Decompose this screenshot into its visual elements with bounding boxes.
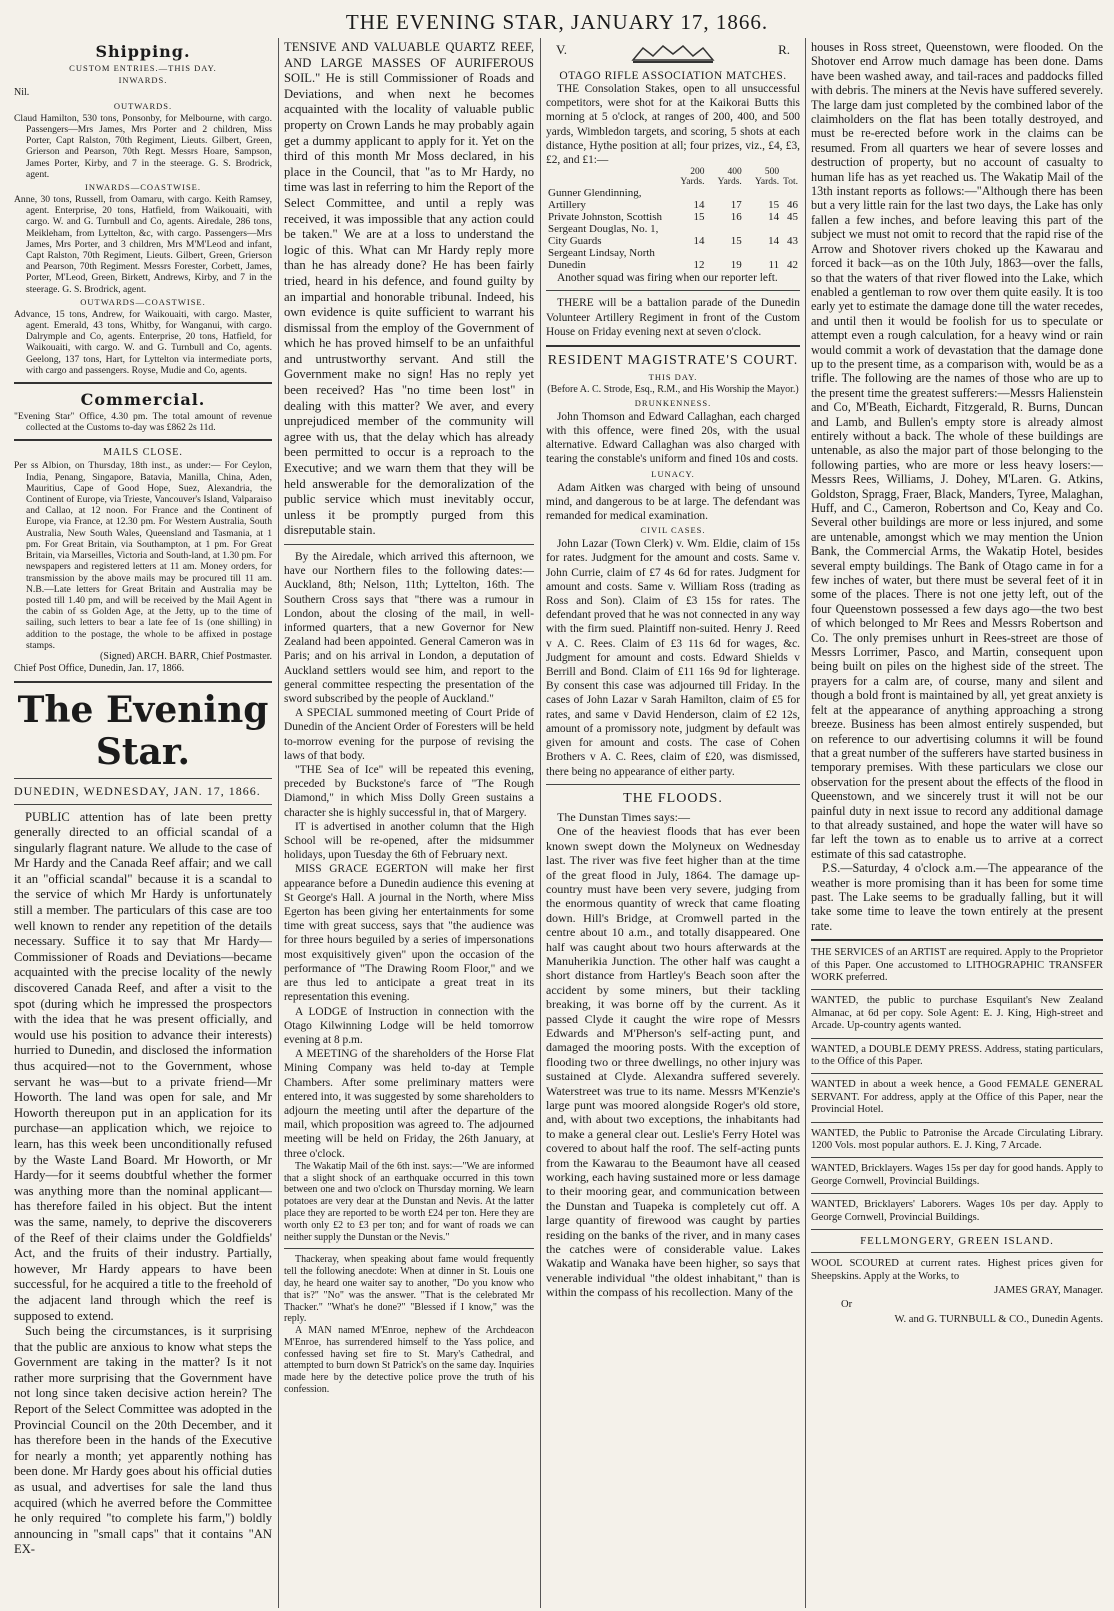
vr-left: V. [556, 42, 567, 57]
floods-text: One of the heaviest floods that has ever been known swept down the Molyneux on Wednesday last. The river was five feet higher than at the time of the great flood in July, 1864. The damage up-country must have been very severe, judging from the enormous quantity of wreck that came floating down. Hill's Bridge, at Cromwell parted in the centre about 10 a.m., and totally disappeared. One half was caught about two hours afterwards at the Manuherikia Junction. The other half was caught a short distance from Hartley's Beach soon after the accident by some miners, but their tackling breaking, it was borne off by the current. As it passed Clyde it caught the wire rope of Messrs Edwards and M'Pherson's self-acting punt, and damaged the mooring posts. With the exception of flooding two or three dwellings, no other injury was sustained at Clyde. Alexandra suffered severely. Waterstreet was true to its name. Messrs M'Kenzie's large punt was moored alongside Roger's old store, and, with about two exceptions, the inhabitants had to make a general clear out. Leslie's Ferry Hotel was covered to about half the roof. The self-acting punts from the Kawarau to the Beaumont have all ceased working, each having sustained more or less damage to their mooring gear, and communication between the Dunstan and Tuapeka is completely cut off. A large quantity of firewood was caught by parties residing on the banks of the river, and in many cases the catches were of considerable value. Lakes Wakatip and Wanaka have been higher, so says that venerable individual "the oldest inhabitant," than is within the compass of his recollection. Many of the [546, 824, 800, 1300]
table-cell: Private Johnston, Scottish [548, 211, 662, 224]
ad-servant: WANTED in about a week hence, a Good FEMALE GENERAL SERVANT. For address, apply at the Office of this Paper, near the Provincial Hotel. [811, 1079, 1103, 1116]
ad-wool-manager: JAMES GRAY, Manager. [994, 1284, 1103, 1296]
column-rule [278, 38, 279, 1608]
divider [14, 439, 272, 441]
table-cell: 45 [787, 211, 798, 224]
floods-continued: houses in Ross street, Queenstown, were flooded. On the Shotover end Arrow much damage has been done. Dams have been washed away, and tail-races and paddocks filled with debris. The miners at the Nevis have suffered severely. The large dam just completed by the combined labor of the claimholders on the flat has been totally destroyed, and must be re-erected before work in the claims can be resumed. From all quarters we hear of severe losses and destruction of property, but no account of casualty to human life has as yet reached us. The Wakatip Mail of the 13th instant reports as follows:—"Although there has been but a very little rain for the last two days, the Lake has only fallen a few inches, and before leaving this part of the subject we must not omit to record that the rapid rise of the Arrow and Shotover rivers choked up the Kawarau and forced it back—as on the 10th July, 1863—over the falls, so that the waters of that river flowed into the Lake, which enabled a gentleman to row over them quite easily. It is too early yet to estimate the damage done till the water recedes, and until then it would be foolish for us to speculate or attempt even a rough calculation, for a heavy wind or rain would commit a work of devastation that the damage done up to the present time, as a comparison with, would be as a trifle. The following are the names of those who are up to the present time the greatest sufferers:—Messrs Halienstein and Co, M'Beath, Eichardt, Fitzgerald, R. Burns, Duncan and Lamb, and Bullen's empty store is already almost entirely without a back. The whole of these buildings are untenable, as also the major part of those belonging to the following parties, who are more or less heavy losers:—Messrs Rees, Williams, J. Dohey, M'Laren. G. Atkins, Goldston, Spragg, Fraer, Black, Manders, Tyree, Malaghan, Huff, and C., Cameron, Robertson and Co, Keay and Co. Several other buildings are more or less injured, and some are untenable, amongst which we may mention the Union Bank, the Commercial Arms, the Wakatip Hotel, besides several empty buildings. The Bank of Otago came in for a few inches of water, but there must be several feet of it in some of the places. There is not one jetty left, out of the four Queenstown possessed a few days ago—the two best of which belonged to Mr Rees and Messrs Robertson and Co. The only premises unhurt in Rees-street are those of Messrs Lorrimer, Pasco, and Martin, consequent upon being built on piles on the highest side of the street. The prayers for a calm are, of course, many and silent and though a bold front is maintained by all, yet great anxiety is felt at the appearance of anything approaching a strong breeze. Business has been almost entirely suspended, but on reference to our advertising columns it will be found that a great number of the sufferers have started business in temporary premises. With these particulars we close our observation for the present about the effects of the flood in Queenstown, and we sincerely trust it will not be our painful duty in next issue to record any additional damage to that already sustained, and hope the water will have so far left the town as to enable us to arrive at a correct estimate of this sad catastrophe. [811, 40, 1103, 861]
battalion-notice: THERE will be a battalion parade of the Dunedin Volunteer Artillery Regiment in front of the Custom House on Friday evening next at seven o'clock. [546, 297, 800, 338]
mails-office: Chief Post Office, Dunedin, Jan. 17, 1866. [14, 662, 185, 674]
floods-intro: The Dunstan Times says:— [557, 809, 691, 824]
editorial-continued: TENSIVE AND VALUABLE QUARTZ REEF, AND LARGE MASSES OF AURIFEROUS SOIL." He is still Commissioner of Roads and Deviations, and when next he becomes acquainted with the locality of valuable public property on Crown Lands he may probably again get a dummy applicant to apply for it. Yet on the third of this month Mr Moss declared, in his place in the Council, that "as to Mr Hardy, no time was last in referring to him the Report of the Select Committee, and until a reply was received, it was impossible that any action could be taken." We are at a loss to understand the logic of this. What can Mr Hardy reply more than he has already done? He has been fairly tried, heard in his defence, and found guilty by an impartial and honorable tribunal. Indeed, his own evidence is quite sufficient to warrant his dismissal from the employ of the Government of which he has proved himself to be an unfaithful and untrustworthy servant. And still the Government make no sign! Has no reply yet been received? Has "no time been lost" in dealing with this matter? We aver, and every unprejudiced member of the community will agree with us, that the delay which has already been permitted to occur is a reproach to the Executive; and we warn them that they will be held answerable for the demoralization of the public service which must inevitably occur, unless it be promptly purged from this disreputable stain. [284, 40, 534, 538]
outwards-coast-heading: OUTWARDS—COASTWISE. [80, 296, 206, 307]
crown-emblem-icon [628, 42, 718, 68]
drunkenness-text: John Thomson and Edward Callaghan, each charged with this offence, were fined 20s, with the usual alternative. Edward Callaghan was also charged with tearing the constable's uniform and fined 10s and costs. [546, 410, 800, 466]
masthead: THE EVENING STAR, JANUARY 17, 1866. [345, 10, 769, 34]
vr-right: R. [778, 42, 790, 57]
table-row [546, 223, 800, 247]
table-cell: 15 [730, 235, 742, 248]
table-cell: 15 [693, 211, 705, 224]
divider [811, 1193, 1103, 1194]
divider [811, 1073, 1103, 1074]
news-sea-of-ice: "THE Sea of Ice" will be repeated this evening, preceded by Buckstone's farce of "The Rough Diamond," in which Miss Dolly Green sustains a character she is highly successful in, that of Margery. [284, 764, 534, 819]
shipping-heading: Shipping. [95, 42, 191, 61]
rifle-scores-table [546, 167, 800, 271]
lunacy-heading: LUNACY. [651, 468, 695, 479]
divider [546, 345, 800, 347]
divider [14, 804, 272, 805]
divider [811, 989, 1103, 990]
column-rule [540, 38, 541, 1608]
divider [546, 290, 800, 291]
divider [811, 1122, 1103, 1123]
divider [284, 1248, 534, 1249]
editorial-para-2: Such being the circumstances, is it surprising that the public are anxious to know what steps the Government are taking in the matter? Is it not rather more surprising that the Government have not long since taken decisive action herein? The Report of the Select Committee was adopted in the Provincial Council on the 20th December, and it has therefore been in the hands of the Executive for nearly a month; yet apparently nothing has been done. Mr Hardy goes about his official duties as usual, and advertises for sale the land thus acquired (which he averred before the Committee he only required "to complete his farm,") boldly announcing in "small caps" that it contains "AN EX- [14, 1324, 272, 1557]
table-cell: 43 [787, 235, 798, 248]
table-header: Tot. [783, 177, 798, 188]
inwards-heading: INWARDS. [118, 75, 168, 85]
divider [811, 1038, 1103, 1039]
table-row [546, 247, 800, 271]
ad-wool-or: Or [841, 1299, 853, 1311]
inwards-nil: Nil. [14, 87, 30, 98]
table-cell: Sergeant Douglas, No. 1, City Guards [548, 223, 659, 248]
table-row [546, 187, 800, 211]
lunacy-text: Adam Aitken was charged with being of unsound mind, and dangerous to be at large. The defendant was remanded for medical examination. [546, 481, 800, 523]
table-cell: 14 [693, 235, 705, 248]
table-cell: 17 [730, 199, 742, 212]
table-cell: 15 [768, 199, 780, 212]
column-4 [811, 40, 1103, 1605]
news-lodge: A LODGE of Instruction in connection with the Otago Kilwinning Lodge will be held tomorrow evening at 8 p.m. [284, 1005, 534, 1046]
commercial-heading: Commercial. [80, 390, 206, 410]
news-menroe: A MAN named M'Enroe, nephew of the Archdeacon M'Enroe, has surrendered himself to the Yass police, and confessed having set fire to St. Mary's Cathedral, and attempted to burn down St Patrick's on the same day. Inquiries made here by the detective police prove the truth of his confession. [284, 1325, 534, 1396]
table-cell: 42 [787, 259, 798, 272]
floods-heading: THE FLOODS. [623, 790, 723, 806]
paper-title: The Evening Star. [17, 688, 269, 773]
divider [284, 544, 534, 545]
dateline: DUNEDIN, WEDNESDAY, JAN. 17, 1866. [14, 783, 261, 798]
ad-laborers: WANTED, Bricklayers' Laborers. Wages 10s per day. Apply to George Cornwell, Provincial Buildings. [811, 1199, 1103, 1223]
editorial-para-1: PUBLIC attention has of late been pretty generally directed to an official scandal of a singularly flagrant nature. We allude to the case of Mr Hardy and the Canada Reef affair; and we call it an "official scandal" because it is a scandal to the service of which Mr Hardy is unfortunately still a member. The particulars of this case are too well known to render any repetition of the details necessary. Suffice it to say that Mr Hardy—Commissioner of Roads and Deviations—became acquainted with the precise locality of the newly discovered Canada Reef, and after a visit to the spot (during which he impressed the prospectors with the idea that he was present officially, and would use his position to advance their interests) hurried to Dunedin, and disclosed the information thus acquired—not to the Government, whose servant he was—but to a private friend—Mr Howorth. The land was open for sale, and Mr Howorth thereupon put in an application for its purchase—an application which, we rejoice to learn, has this week been unconditionally refused by the Waste Land Board. Mr Howorth, or Mr Hardy—for it seems doubtful whether the former was anything more than the nominal applicant—has therefore failed in his object. But the intent was the same, namely, to deprive the discoverers of the Reef of their claims under the Goldfields' Act, and the fruits of their industry. Partially, however, Mr Hardy appears to have been successful, for he acquired a title to the freehold of the adjacent land through which the reef is supposed to extend. [14, 809, 272, 1323]
table-cell: 16 [730, 211, 742, 224]
table-header: 400 Yards. [717, 167, 742, 188]
vr-emblem [556, 42, 790, 68]
rifle-intro: THE Consolation Stakes, open to all unsuccessful competitors, were shot for at the Kaikorai Butts this morning at 5 o'clock, at ranges of 200, 400, and 500 yards, Wimbledon targets, and scoring, 5 shots at each distance, Hythe position at all; four prizes, viz., £4, £3, £2, and £1:— [546, 83, 800, 167]
fellmongery-heading: FELLMONGERY, GREEN ISLAND. [860, 1235, 1054, 1248]
civil-text: John Lazar (Town Clerk) v. Wm. Eldie, claim of 15s for rates. Judgment for the amount and costs. Same v. John Currie, claim of £7 4s 6d for rates. Judgment for amount and costs. Same v. William Ross (trading as Ross and Son). Claim of £3 15s for rates. The defendant proved that he was not connected in any way with the firm sued. Plaintiff non-suited. Henry J. Reed v A. C. Rees. Claim of £3 11s 6d for wages, &c. Judgment for amount and costs. Edward Shields v Berrill and Bond. Claim of £11 16s 9d for lighterage. By consent this case was adjourned till Friday. In the cases of John Lazar v Sarah Hamilton, claim of £5 for rates, and same v David Henderson, claim of £2 12s, amount of a promissory note, judgment by default was given for amount and costs. The case of Cohen Brothers v A. C. Rees, claim of £20, was dismissed, there being no appearance of either party. [546, 538, 800, 778]
commercial-text: "Evening Star" Office, 4.30 pm. The total amount of revenue collected at the Customs to-day was £862 2s 11d. [14, 411, 272, 434]
column-2 [284, 40, 534, 1605]
news-wakatip-mail: The Wakatip Mail of the 6th inst. says:—"We are informed that a slight shock of an earthquake occurred in this town between one and two o'clock on Thursday morning. We learn potatoes are very dear at the Dunstan and Nevis. At the latter place they are reported to be worth £24 per ton. Here they are worth only £2 to £3 per ton; and for want of roads we can neither supply the Dunstan or the Nevis." [284, 1160, 534, 1243]
inwards-coast-text: Anne, 30 tons, Russell, from Oamaru, with cargo. Keith Ramsey, agent. Enterprise, 20 tons, Hatfield, from Waikouaiti, with cargo. W. and G. Turnbull and Co, agents. Airedale, 286 tons, Meikleham, from Lyttelton, &c, with cargo. Passengers—Mrs James, Mrs Porter, and 3 children, Mrs M'M'Leod and infant, Capt Ralston, 70th Regiment, Lieuts. Gilbert, Green, Grierson and Pearson, 70th Regiment. Messrs Forester, Corbett, James, Porter, M'Leod, Green, Birkett, Andrews, Kirby, and 7 in the steerage. G. S. Brodrick, agent. [14, 194, 272, 295]
ad-artist: THE SERVICES of an ARTIST are required. Apply to the Proprietor of this Paper. One accustomed to LITHOGRAPHIC TRANSFER WORK preferred. [811, 947, 1103, 983]
mails-heading: MAILS CLOSE. [103, 447, 183, 459]
column-1 [14, 40, 272, 1605]
ad-wool-agents: W. and G. TURNBULL & CO., Dunedin Agents. [894, 1313, 1103, 1325]
news-thackeray: Thackeray, when speaking about fame would frequently tell the following anecdote: When at dinner in St. Louis one day, he heard one waiter say to another, "Do you know who that is?" "No" was the answer. "That is the celebrated Mr Thacker." "What's he done?" "Blessed if I know," was the reply. [284, 1254, 534, 1325]
outwards-heading: OUTWARDS. [113, 100, 173, 111]
news-grace-egerton: MISS GRACE EGERTON will make her first appearance before a Dunedin audience this evening at St George's Hall. A journal in the North, where Miss Egerton has been giving her entertainments for some time with great success, says that "the audience was for three hours beguiled by a series of impersonations most exquisitively given" upon the occasion of the performance of "The Drawing Room Floor," and we are thus led to anticipate a great treat in its representation this evening. [284, 863, 534, 1004]
divider [14, 382, 272, 384]
drunkenness-heading: DRUNKENNESS. [634, 397, 712, 408]
floods-ps: P.S.—Saturday, 4 o'clock a.m.—The appearance of the weather is more promising than it has been for some time past. The Lake seems to be gradually falling, but it will take some time to leave the town entirely at the present rate. [811, 861, 1103, 933]
outwards-text: Claud Hamilton, 530 tons, Ponsonby, for Melbourne, with cargo. Passengers—Mrs James, Mrs Porter and 2 children, Miss Porter, Capt Ralston, 70th Regiment, Lieuts. Gilbert, Green, Grierson and Pearson, 70th Regt. Messrs Hoare, Sampson, James Porter, Kirby, and 7 in the steerage. G. S. Brodrick, agent. [14, 112, 272, 180]
table-cell: Gunner Glendinning, Artillery [548, 187, 642, 212]
divider [546, 784, 800, 785]
table-cell: 19 [730, 259, 742, 272]
rifle-heading: OTAGO RIFLE ASSOCIATION MATCHES. [559, 70, 787, 82]
divider [14, 778, 272, 779]
ad-bricklayers: WANTED, Bricklayers. Wages 15s per day for good hands. Apply to George Cornwell, Provincial Buildings. [811, 1163, 1103, 1187]
ad-wool: WOOL SCOURED at current rates. Highest prices given for Sheepskins. Apply at the Works, to [811, 1258, 1103, 1282]
news-horse-flat: A MEETING of the shareholders of the Horse Flat Mining Company was held to-day at Temple Chambers. After some preliminary matters were entered into, it was suggested by some shareholders to adjourn the meeting until after the departure of the mail, which proposition was agreed to. The adjourned meeting will be held on Friday, the 26th January, at three o'clock. [284, 1048, 534, 1160]
column-rule [805, 38, 806, 1608]
divider [14, 681, 272, 683]
table-cell: 12 [693, 259, 705, 272]
news-foresters: A SPECIAL summoned meeting of Court Pride of Dunedin of the Ancient Order of Foresters will be held to-morrow evening for the purpose of revising the laws of that body. [284, 707, 534, 762]
column-3 [546, 40, 800, 1605]
table-cell: 11 [768, 259, 780, 272]
inwards-coast-heading: INWARDS—COASTWISE. [85, 182, 201, 193]
rifle-after: Another squad was firing when our reporter left. [557, 272, 778, 285]
table-header [546, 167, 669, 187]
ad-press: WANTED, a DOUBLE DEMY PRESS. Address, stating particulars, to the Office of this Paper. [811, 1043, 1103, 1068]
outwards-coast-text: Advance, 15 tons, Andrew, for Waikouaiti, with cargo. Master, agent. Emerald, 43 tons, Whitby, for Wanganui, with cargo. Dalrymple and Co, agents. Enterprise, 20 tons, Hatfield, for Waikouaiti, with cargo. W. and G. Turnbull and Co, agents. Geelong, 137 tons, Hart, for Lyttelton via intermediate ports, with cargo and passengers. Royse, Mudie and Co, agents. [14, 308, 272, 376]
divider [811, 1229, 1103, 1230]
table-cell: 14 [768, 235, 780, 248]
court-heading: RESIDENT MAGISTRATE'S COURT. [547, 353, 799, 369]
custom-entries-heading: CUSTOM ENTRIES.—THIS DAY. [69, 63, 217, 73]
divider [811, 1157, 1103, 1158]
table-header: 500 Yards. [754, 167, 780, 188]
table-cell: Sergeant Lindsay, North Dunedin [548, 247, 655, 272]
table-header: 200 Yards. [680, 167, 705, 188]
table-cell: 14 [693, 199, 705, 212]
divider [811, 939, 1103, 941]
news-northern-files: By the Airedale, which arrived this afternoon, we have our Northern files to the following dates:—Auckland, 8th; Nelson, 11th; Lyttelton, 16th. The Southern Cross says that "there was a rumour in London, about the closing of the mail, in well-informed quarters, that a new Governor for New Zealand had been appointed. General Cameron was in Paris; and on his arrival in London, a deputation of Auckland settlers would see him, and report to the general committee respecting the presentation of the sword subscribed by the people of Auckland." [284, 551, 534, 706]
court-before: (Before A. C. Strode, Esq., R.M., and His Worship the Mayor.) [547, 384, 799, 396]
ad-library: WANTED, the Public to Patronise the Arcade Circulating Library. 1200 Vols. most popular authors. E. J. King, 7 Arcade. [811, 1127, 1103, 1152]
mails-text: Per ss Albion, on Thursday, 18th inst., as under:— For Ceylon, India, Penang, Singapore, Batavia, Manilla, China, Aden, Mauritius, Cape of Good Hope, Suez, Alexandria, the Continent of Europe, via Trieste, Vancouver's Island, Valparaiso and Callao, at 12 noon. For France and the Continent of Europe, via France, at 12.30 pm. For Western Australia, South Australia, New South Wales, Queensland and Tasmania, at 1 pm. For Great Britain, via Southampton, at 1 pm. For Great Britain, via Marseilles, Victoria and South-land, at 1.30 pm. For newspapers and registered letters at 11 am. Money orders, for transmission by the above mails may be procured till 11 am. N.B.—Late letters for Great Britain and Australia may be posted till 1.40 pm, and will be received by the Mail Agent in the cabin of ss Golden Age, at the Jetty, up to the time of sailing, such letters to bear a late fee of 1s (one shilling) in addition to the postage, the whole to be affixed in postage stamps. [14, 460, 272, 651]
court-day: THIS DAY. [648, 372, 698, 383]
mails-signed: (Signed) ARCH. BARR, Chief Postmaster. [100, 650, 272, 662]
civil-heading: CIVIL CASES. [640, 525, 706, 536]
ad-almanac: WANTED, the public to purchase Esquilant's New Zealand Almanac, at 6d per copy. Sole Agent: E. J. King, High-street and Arcade. Up-country agents wanted. [811, 995, 1103, 1032]
divider [811, 1252, 1103, 1253]
table-cell: 46 [787, 199, 798, 212]
table-row [546, 211, 800, 223]
table-cell: 14 [768, 211, 780, 224]
table-header-row [546, 167, 800, 187]
news-high-school: IT is advertised in another column that the High School will be re-opened, after the midsummer holidays, upon Tuesday the 6th of February next. [284, 820, 534, 862]
